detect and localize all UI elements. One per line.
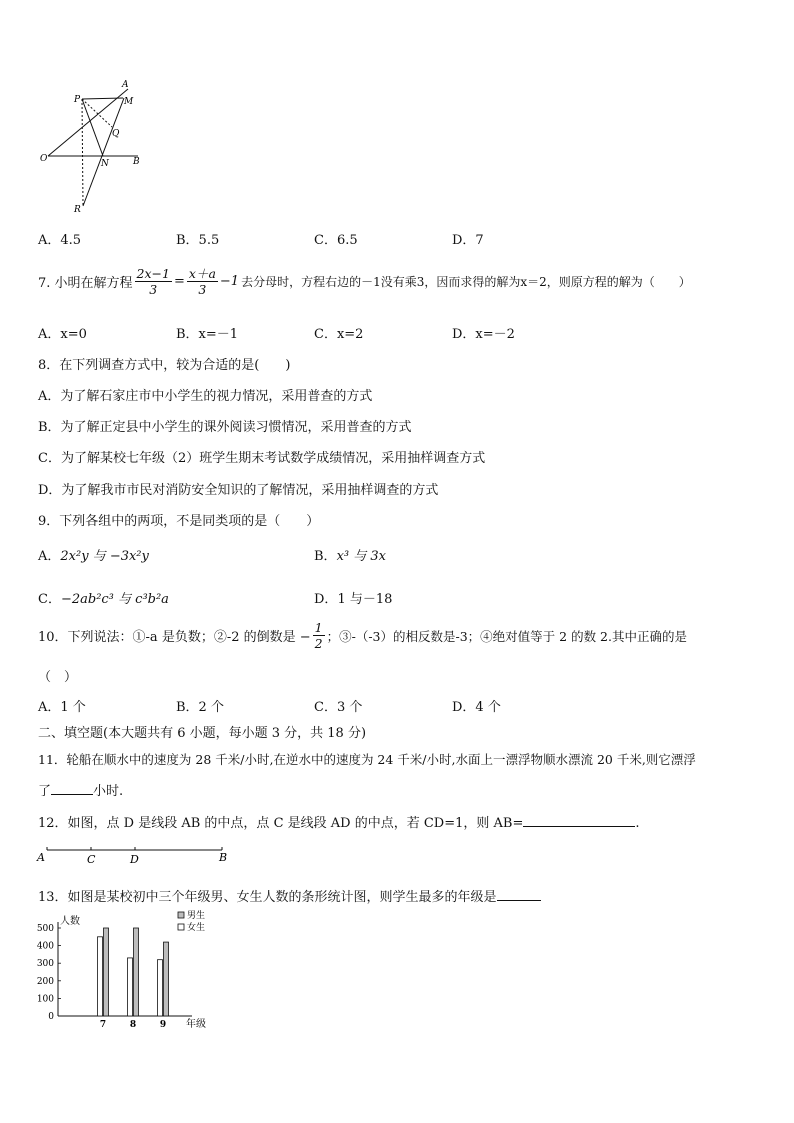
q9-d-label: D． xyxy=(314,592,338,607)
q11-line2 xyxy=(38,780,123,799)
y-axis-label: 人数 xyxy=(60,916,80,927)
label-o: O xyxy=(40,154,48,164)
label-a: A xyxy=(122,80,129,90)
q9-d-expr: 1 与－18 xyxy=(337,592,393,607)
legend-label-girls: 女生 xyxy=(187,923,206,933)
q10-post: ；③-（-3）的相反数是-3；④绝对值等于 2 的数 2.其中正确的是 xyxy=(326,628,687,644)
q9-a-expr: 2x²y 与 −3x²y xyxy=(60,549,149,564)
q7-equals: = xyxy=(173,274,185,289)
legend-label-boys: 男生 xyxy=(187,911,206,921)
label-p: P xyxy=(74,95,81,105)
q7-fraction-left xyxy=(135,266,172,297)
q10-frac-numerator: 1 xyxy=(314,620,323,635)
bar-男生-7 xyxy=(104,928,109,1016)
q12-label-a: A xyxy=(37,851,45,864)
q9-c-label: C． xyxy=(38,592,61,607)
q7-frac1-denominator: 3 xyxy=(149,282,158,297)
q8-option-a[interactable]: A．为了解石家庄市中小学生的视力情况，采用普查的方式 xyxy=(38,389,373,404)
q9-option-b[interactable] xyxy=(314,545,386,564)
q13-answer-blank[interactable] xyxy=(497,900,541,901)
q11-line1: 11．轮船在顺水中的速度为 28 千米/小时,在逆水中的速度为 24 千米/小时,水面上一漂浮物顺水漂流 20 千米,则它漂浮 xyxy=(38,752,696,767)
q10-pre: 10．下列说法：①-a 是负数；②-2 的倒数是 − xyxy=(38,630,311,645)
q12-answer-blank[interactable] xyxy=(523,826,635,827)
y-tick-label: 300 xyxy=(36,959,54,970)
q7-stem xyxy=(38,266,691,297)
q9-c-expr: −2ab²c³ 与 c³b²a xyxy=(60,592,169,607)
q8-option-b[interactable]: B．为了解正定县中小学生的课外阅读习惯情况，采用普查的方式 xyxy=(38,420,412,435)
q7-prefix: 7. 小明在解方程 xyxy=(38,276,133,291)
q8-option-d[interactable]: D．为了解我市市民对消防安全知识的了解情况，采用抽样调查的方式 xyxy=(38,483,439,498)
bar-女生-9 xyxy=(158,960,163,1016)
q10-option-a[interactable]: A．1 个 xyxy=(38,700,86,715)
label-q: Q xyxy=(112,129,120,139)
q6-geometry-figure xyxy=(30,75,160,220)
q12-label-c: C xyxy=(87,853,96,866)
y-tick-label: 100 xyxy=(36,994,54,1005)
q7-frac1-numerator: 2x−1 xyxy=(136,266,170,281)
q10-fraction xyxy=(313,620,325,651)
q9-option-c[interactable] xyxy=(38,588,169,607)
q10-option-d[interactable]: D．4 个 xyxy=(452,700,501,715)
bar-女生-8 xyxy=(128,958,133,1016)
q6-option-d[interactable]: D．7 xyxy=(452,233,484,248)
q10-stem xyxy=(38,620,687,651)
y-tick-label: 500 xyxy=(36,924,54,934)
q7-option-c[interactable]: C．x=2 xyxy=(314,327,364,342)
section-heading: 二、填空题(本大题共有 6 小题，每小题 3 分，共 18 分) xyxy=(38,726,367,741)
legend-swatch-girls xyxy=(178,924,184,930)
q8-option-c[interactable]: C．为了解某校七年级（2）班学生期末考试数学成绩情况，采用抽样调查方式 xyxy=(38,451,486,466)
q10-frac-denominator: 2 xyxy=(314,636,323,651)
q8-stem: 8．在下列调查方式中，较为合适的是( ) xyxy=(38,358,291,373)
q7-option-b[interactable]: B．x=－1 xyxy=(176,327,239,342)
q10-option-c[interactable]: C．3 个 xyxy=(314,700,363,715)
line-rm xyxy=(83,98,124,206)
q12-stem xyxy=(38,812,640,831)
q6-option-c[interactable]: C．6.5 xyxy=(314,233,358,248)
x-tick-label: 9 xyxy=(159,1020,167,1030)
q7-option-a[interactable]: A．x=0 xyxy=(38,327,87,342)
q9-stem: 9．下列各组中的两项，不是同类项的是（ ） xyxy=(38,514,320,529)
q9-a-label: A． xyxy=(38,549,61,564)
q9-b-expr: x³ 与 3x xyxy=(336,549,386,564)
q7-minus-one: −1 xyxy=(219,274,240,289)
line-pr xyxy=(82,99,83,206)
q12-end: . xyxy=(635,816,640,831)
legend-swatch-boys xyxy=(178,912,184,918)
line-pq xyxy=(82,99,112,127)
q12-text: 12．如图，点 D 是线段 AB 的中点，点 C 是线段 AD 的中点，若 CD=1，则 AB= xyxy=(38,816,524,831)
q7-option-d[interactable]: D．x=－2 xyxy=(452,327,515,342)
bar-女生-7 xyxy=(98,937,103,1016)
y-tick-label: 0 xyxy=(48,1012,54,1022)
q7-frac2-denominator: 3 xyxy=(198,282,207,297)
q6-option-b[interactable]: B．5.5 xyxy=(176,233,220,248)
q9-option-a[interactable] xyxy=(38,545,149,564)
q13-text: 13．如图是某校初中三个年级男、女生人数的条形统计图，则学生最多的年级是 xyxy=(38,890,497,905)
x-tick-label: 7 xyxy=(99,1020,107,1030)
bar-男生-9 xyxy=(164,942,169,1016)
q10-paren: （ ） xyxy=(38,670,78,685)
q9-b-label: B． xyxy=(314,549,337,564)
q6-option-a[interactable]: A．4.5 xyxy=(38,233,82,248)
q12-segment-figure xyxy=(34,840,234,866)
y-tick-label: 400 xyxy=(36,941,54,952)
q13-stem xyxy=(38,886,541,905)
q10-option-b[interactable]: B．2 个 xyxy=(176,700,224,715)
label-m: M xyxy=(124,97,134,107)
q7-suffix: 去分母时，方程右边的－1没有乘3，因而求得的解为x＝2，则原方程的解为（ ） xyxy=(241,275,691,289)
q12-label-d: D xyxy=(130,853,139,866)
x-axis-label: 年级 xyxy=(186,1019,206,1030)
q11-line2-post: 小时. xyxy=(93,784,124,799)
q7-frac2-numerator: x＋a xyxy=(188,266,216,281)
bar-男生-8 xyxy=(134,928,139,1016)
line-pn xyxy=(82,99,103,156)
label-n: N xyxy=(101,159,109,169)
q12-label-b: B xyxy=(219,851,228,864)
q13-bar-chart xyxy=(30,908,230,1033)
x-tick-label: 8 xyxy=(129,1020,137,1030)
label-b: B xyxy=(133,157,140,167)
q11-answer-blank[interactable] xyxy=(51,794,93,795)
q9-option-d[interactable] xyxy=(314,588,392,607)
y-tick-label: 200 xyxy=(36,976,54,987)
q7-fraction-right xyxy=(187,266,218,297)
q11-line2-pre: 了 xyxy=(38,784,52,799)
label-r: R xyxy=(74,205,81,215)
